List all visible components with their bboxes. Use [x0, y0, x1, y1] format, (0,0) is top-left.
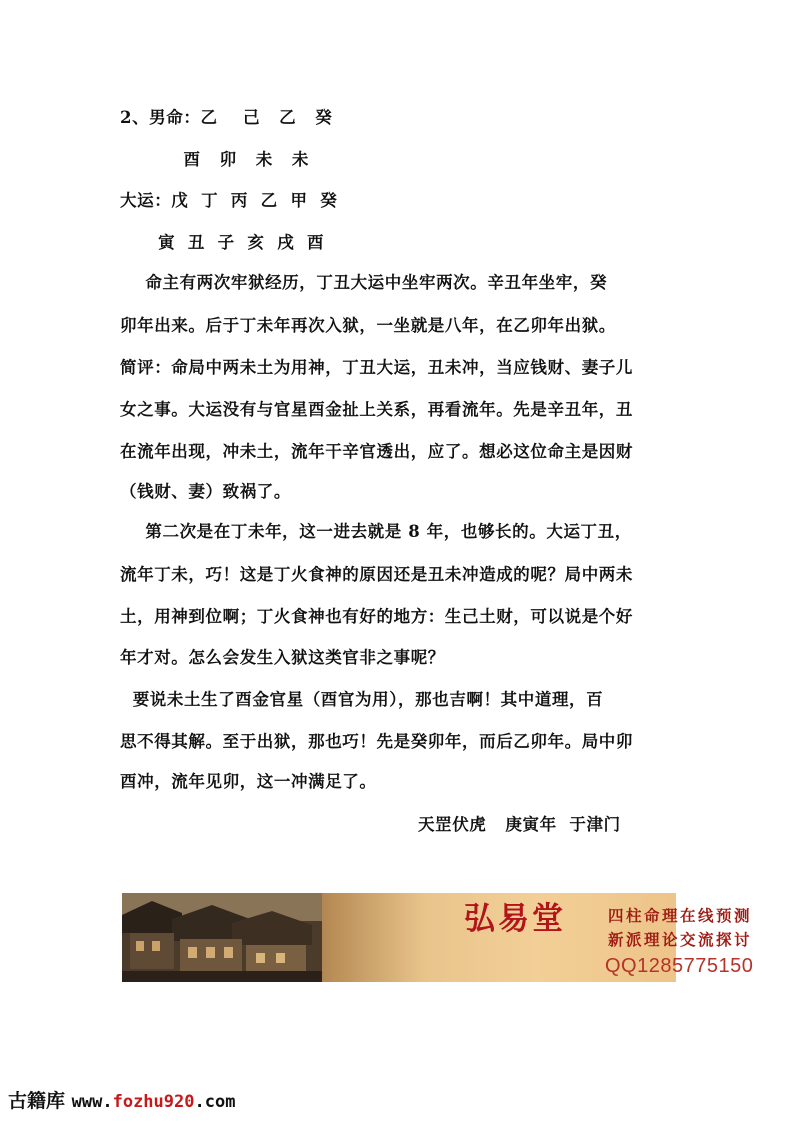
body-line: 第二次是在丁未年，这一进去就是 8 年，也够长的。大运丁丑， [120, 522, 632, 541]
slogan-line-1: 四柱命理在线预测 [608, 906, 753, 925]
signature: 天罡伏虎 庚寅年 于津门 [418, 815, 621, 834]
url-prefix: www. [71, 1092, 113, 1112]
body-line: 在流年出现，冲未土，流年干辛官透出，应了。想必这位命主是因财 [120, 442, 633, 461]
chart-line-1: 2、男命：乙 己 乙 癸 [120, 108, 333, 127]
slogan-line-2: 新派理论交流探讨 [608, 930, 753, 949]
body-line: 要说未土生了酉金官星（酉官为用），那也吉啊！其中道理，百 [120, 690, 604, 709]
dayun-line-2: 寅 丑 子 亥 戌 酉 [120, 233, 325, 252]
body-line: 年才对。怎么会发生入狱这类官非之事呢？ [120, 648, 445, 667]
chart-line-2: 酉 卯 未 未 [120, 150, 309, 169]
qq-number: QQ1285775150 [605, 955, 754, 977]
body-line: 土，用神到位啊；丁火食神也有好的地方：生己土财，可以说是个好 [120, 607, 633, 626]
body-line: 酉冲，流年见卯，这一冲满足了。 [120, 772, 377, 791]
dayun-line-1: 大运：戊 丁 丙 乙 甲 癸 [120, 191, 338, 210]
body-line: 卯年出来。后于丁未年再次入狱，一坐就是八年，在乙卯年出狱。 [120, 316, 616, 335]
body-line: 思不得其解。至于出狱，那也巧！先是癸卯年，而后乙卯年。局中卯 [120, 732, 633, 751]
url-suffix: .com [194, 1092, 236, 1112]
brand-name: 弘易堂 [464, 901, 566, 937]
url-highlight: fozhu920 [112, 1092, 195, 1112]
ancient-town-image [122, 893, 322, 982]
body-line: 女之事。大运没有与官星酉金扯上关系，再看流年。先是辛丑年，丑 [120, 400, 633, 419]
advertisement-banner[interactable] [122, 893, 754, 982]
site-footer [8, 1090, 235, 1113]
body-line: 流年丁未，巧！这是丁火食神的原因还是丑未冲造成的呢？局中两未 [120, 565, 633, 584]
body-line: 命主有两次牢狱经历，丁丑大运中坐牢两次。辛丑年坐牢，癸 [120, 273, 608, 292]
body-line: 简评：命局中两未土为用神，丁丑大运，丑未冲，当应钱财、妻子儿 [120, 358, 633, 377]
body-line: （钱财、妻）致祸了。 [120, 482, 291, 501]
site-name: 古籍库 [8, 1090, 66, 1112]
site-url[interactable] [72, 1092, 236, 1112]
